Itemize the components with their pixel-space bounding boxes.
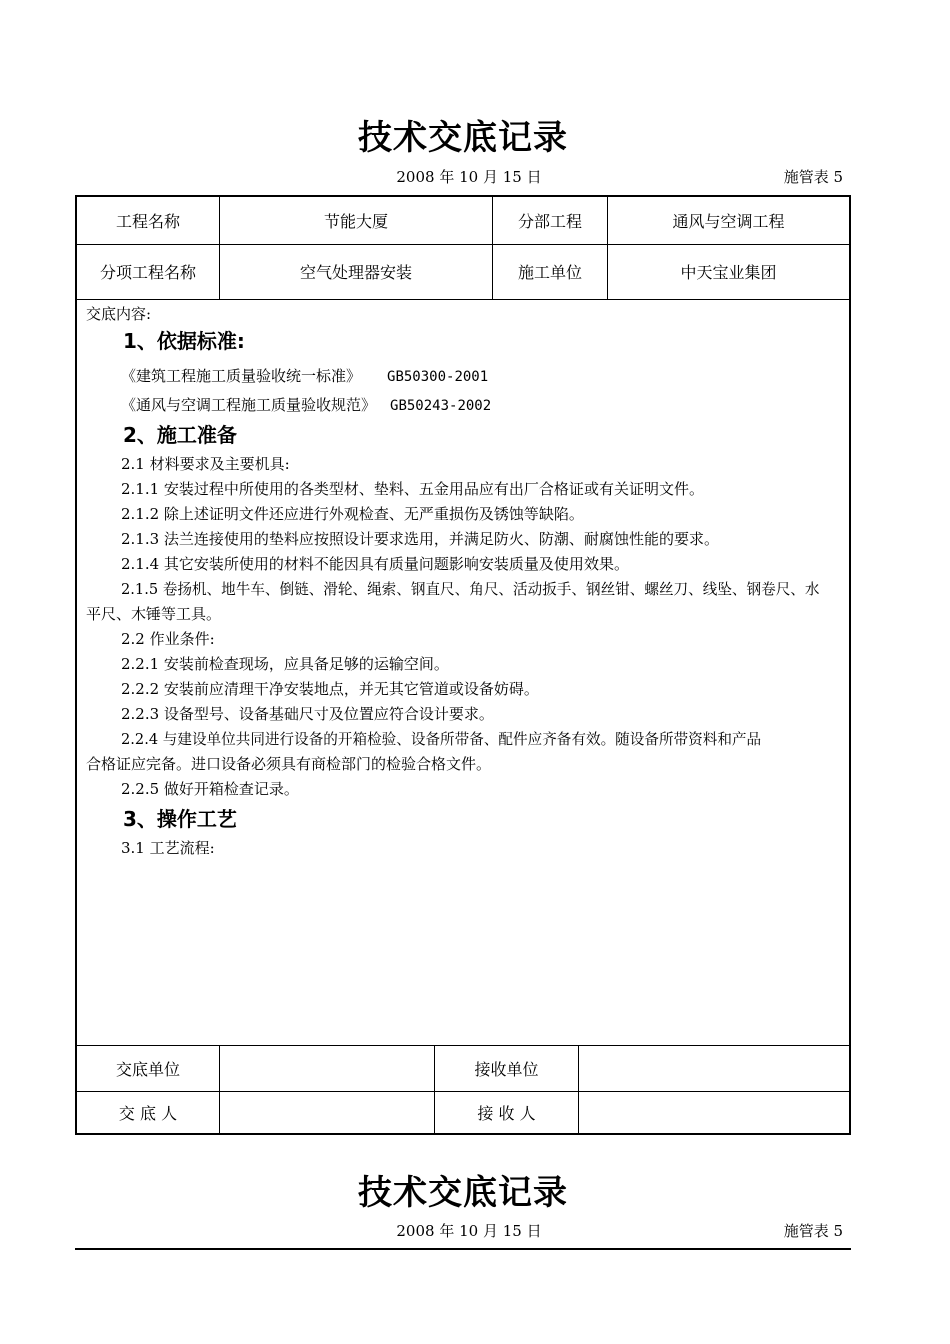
text-line: 2.2 作业条件: [121, 630, 215, 648]
text-line: 2.2.3 设备型号、设备基础尺寸及位置应符合设计要求。 [121, 705, 494, 723]
value-contractor: 中天宝业集团 [608, 244, 851, 299]
label-receiving-unit: 接收单位 [435, 1046, 579, 1092]
text-line: 2.2.4 与建设单位共同进行设备的开箱检验、设备所带备、配件应齐备有效。随设备所带资料和产品 [121, 731, 762, 748]
text-line: 平尺、木锤等工具。 [86, 605, 222, 623]
text-line: 2.2.1 安装前检查现场，应具备足够的运输空间。 [121, 655, 449, 673]
label-receiver: 接 收 人 [435, 1092, 579, 1134]
header-table [75, 195, 851, 300]
label-project-name: 工程名称 [76, 196, 220, 244]
value-issuing-unit [220, 1046, 435, 1092]
form-number: 施管表 5 [783, 168, 843, 186]
label-division: 分部工程 [493, 196, 608, 244]
text-line: 2.2.2 安装前应清理干净安装地点，并无其它管道或设备妨碍。 [121, 680, 539, 698]
standard-name: 《建筑工程施工质量验收统一标准》 [121, 367, 362, 385]
text-line: 2.1 材料要求及主要机具: [121, 455, 290, 473]
label-issuing-unit: 交底单位 [76, 1046, 220, 1092]
label-contractor: 施工单位 [493, 244, 608, 299]
text-line: 2.1.3 法兰连接使用的垫料应按照设计要求选用，并满足防火、防潮、耐腐蚀性能的要求。 [121, 530, 719, 548]
standard-code: GB50300-2001 [387, 369, 489, 385]
page-title: 技术交底记录 [358, 118, 568, 158]
content-area [75, 298, 851, 1046]
standard-line [121, 365, 488, 386]
text-line: 2.2.5 做好开箱检查记录。 [121, 780, 299, 798]
form-number-2: 施管表 5 [783, 1222, 843, 1240]
value-issuer [220, 1092, 435, 1134]
text-line: 合格证应完备。进口设备必须具有商检部门的检验合格文件。 [86, 755, 492, 773]
section-heading-3: 3、操作工艺 [123, 807, 237, 831]
value-receiver [579, 1092, 851, 1134]
signature-table [75, 1045, 851, 1135]
label-subitem: 分项工程名称 [76, 244, 220, 299]
text-line: 2.1.2 除上述证明文件还应进行外观检查、无严重损伤及锈蚀等缺陷。 [121, 505, 584, 523]
value-subitem: 空气处理器安装 [220, 244, 493, 299]
content-label: 交底内容: [86, 305, 152, 323]
section-heading-1: 1、依据标准: [123, 329, 245, 353]
section-heading-2: 2、施工准备 [123, 423, 237, 447]
value-division: 通风与空调工程 [608, 196, 851, 244]
text-line: 2.1.4 其它安装所使用的材料不能因具有质量问题影响安装质量及使用效果。 [121, 555, 629, 573]
text-line: 2.1.1 安装过程中所使用的各类型材、垫料、五金用品应有出厂合格证或有关证明文件。 [121, 480, 704, 498]
standard-line [121, 394, 491, 415]
standard-code: GB50243-2002 [390, 398, 492, 414]
value-project-name: 节能大厦 [220, 196, 493, 244]
text-line: 3.1 工艺流程: [121, 839, 215, 857]
table-top-rule [75, 1248, 851, 1250]
page-title-2: 技术交底记录 [358, 1173, 568, 1213]
standard-name: 《通风与空调工程施工质量验收规范》 [121, 396, 377, 414]
text-line: 2.1.5 卷扬机、地牛车、倒链、滑轮、绳索、钢直尺、角尺、活动扳手、钢丝钳、螺丝刀、线坠、钢卷尺、水 [121, 581, 820, 598]
label-issuer: 交 底 人 [76, 1092, 220, 1134]
value-receiving-unit [579, 1046, 851, 1092]
record-date-2: 2008 年 10 月 15 日 [396, 1222, 542, 1240]
record-date: 2008 年 10 月 15 日 [396, 168, 542, 186]
